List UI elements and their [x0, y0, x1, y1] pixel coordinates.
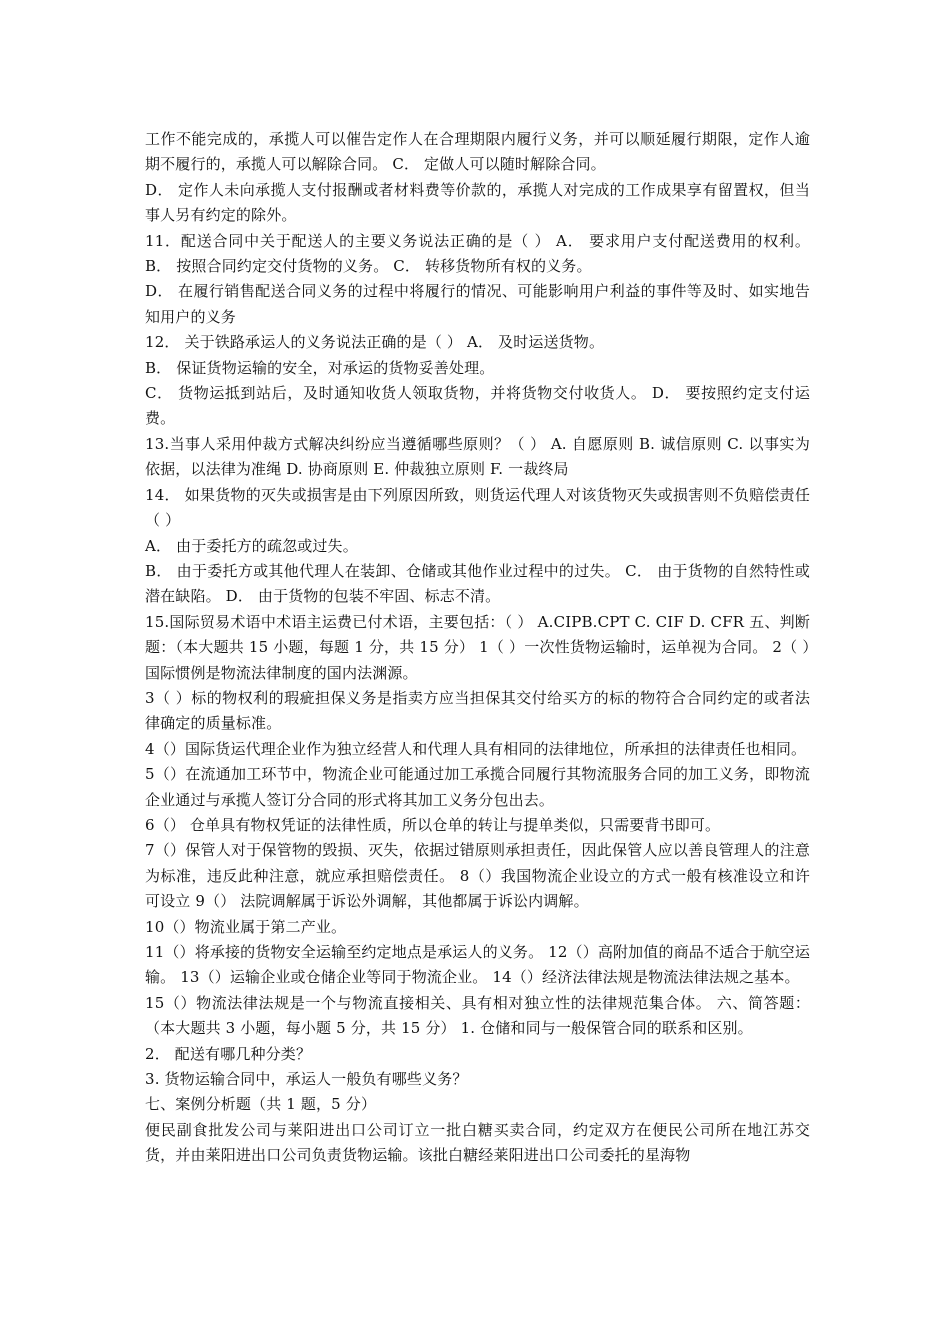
paragraph: 11（）将承接的货物安全运输至约定地点是承运人的义务。 12（）高附加值的商品不适合于航空运输。 13（）运输企业或仓储企业等同于物流企业。 14（）经济法律法规是物流法律法规之基本。	[145, 943, 810, 987]
document-body	[145, 127, 810, 1169]
paragraph: A． 由于委托方的疏忽或过失。	[145, 536, 358, 555]
paragraph: 3. 货物运输合同中，承运人一般负有哪些义务？	[145, 1070, 468, 1089]
paragraph: 13.当事人采用仲裁方式解决纠纷应当遵循哪些原则？（ ） A. 自愿原则 B. 诚信原则 C. 以事实为依据，以法律为准绳 D. 协商原则 E. 仲裁独立原则 F. 一裁终局	[145, 434, 810, 479]
paragraph: C． 货物运抵到站后，及时通知收货人领取货物，并将货物交付收货人。 D． 要按照约定支付运费。	[145, 384, 810, 428]
paragraph: 七、案例分析题（共 1 题，5 分）	[145, 1095, 377, 1114]
paragraph: 2． 配送有哪几种分类？	[145, 1044, 312, 1063]
paragraph: 11．配送合同中关于配送人的主要义务说法正确的是（ ） A． 要求用户支付配送费用的权利。 B． 按照合同约定交付货物的义务。 C． 转移货物所有权的义务。	[145, 231, 810, 276]
paragraph: 工作不能完成的，承揽人可以催告定作人在合理期限内履行义务，并可以顺延履行期限，定作人逾期不履行的，承揽人可以解除合同。 C． 定做人可以随时解除合同。	[145, 130, 810, 174]
paragraph: D． 定作人未向承揽人支付报酬或者材料费等价款的，承揽人对完成的工作成果享有留置权，但当事人另有约定的除外。	[145, 180, 810, 225]
paragraph: B． 保证货物运输的安全，对承运的货物妥善处理。	[145, 358, 495, 377]
paragraph: 10（）物流业属于第二产业。	[145, 917, 347, 936]
paragraph: 6（） 仓单具有物权凭证的法律性质，所以仓单的转让与提单类似，只需要背书即可。	[145, 815, 721, 834]
paragraph: B． 由于委托方或其他代理人在装卸、仓储或其他作业过程中的过失。 C． 由于货物的自然特性或潜在缺陷。 D． 由于货物的包装不牢固、标志不清。	[145, 561, 810, 606]
paragraph: 12． 关于铁路承运人的义务说法正确的是（ ） A． 及时运送货物。	[145, 333, 605, 352]
paragraph: 14． 如果货物的灭失或损害是由下列原因所致，则货运代理人对该货物灭失或损害则不负赔偿责任（ ）	[145, 485, 810, 530]
paragraph: 便民副食批发公司与莱阳进出口公司订立一批白糖买卖合同，约定双方在便民公司所在地江苏交货，并由莱阳进出口公司负责货物运输。该批白糖经莱阳进出口公司委托的星海物	[145, 1120, 810, 1165]
paragraph: 3（ ）标的物权利的瑕疵担保义务是指卖方应当担保其交付给买方的标的物符合合同约定的或者法律确定的质量标准。	[145, 688, 810, 733]
paragraph: 15.国际贸易术语中术语主运费已付术语，主要包括：（ ） A.CIPB.CPT C. CIF D. CFR 五、判断题：（本大题共 15 小题，每题 1 分，共 15 分） 1（ ）一次性货物运输时，运单视为合同。 2（ ）国际惯例是物流法律制度的国内法渊源。	[145, 612, 810, 682]
paragraph: 4（）国际货运代理企业作为独立经营人和代理人具有相同的法律地位，所承担的法律责任也相同。	[145, 739, 807, 758]
paragraph: D． 在履行销售配送合同义务的过程中将履行的情况、可能影响用户利益的事件等及时、如实地告知用户的义务	[145, 282, 810, 326]
paragraph: 5（）在流通加工环节中，物流企业可能通过加工承揽合同履行其物流服务合同的加工义务，即物流企业通过与承揽人签订分合同的形式将其加工义务分包出去。	[145, 765, 810, 809]
paragraph: 7（）保管人对于保管物的毁损、灭失，依据过错原则承担责任，因此保管人应以善良管理人的注意为标准，违反此种注意，就应承担赔偿责任。 8（）我国物流企业设立的方式一般有核准设立和许可设立 9（） 法院调解属于诉讼外调解，其他都属于诉讼内调解。	[145, 841, 810, 911]
paragraph: 15（）物流法律法规是一个与物流直接相关、具有相对独立性的法律规范集合体。 六、简答题：（本大题共 3 小题，每小题 5 分，共 15 分） 1. 仓储和同与一般保管合同的联系和区别。	[145, 993, 810, 1038]
